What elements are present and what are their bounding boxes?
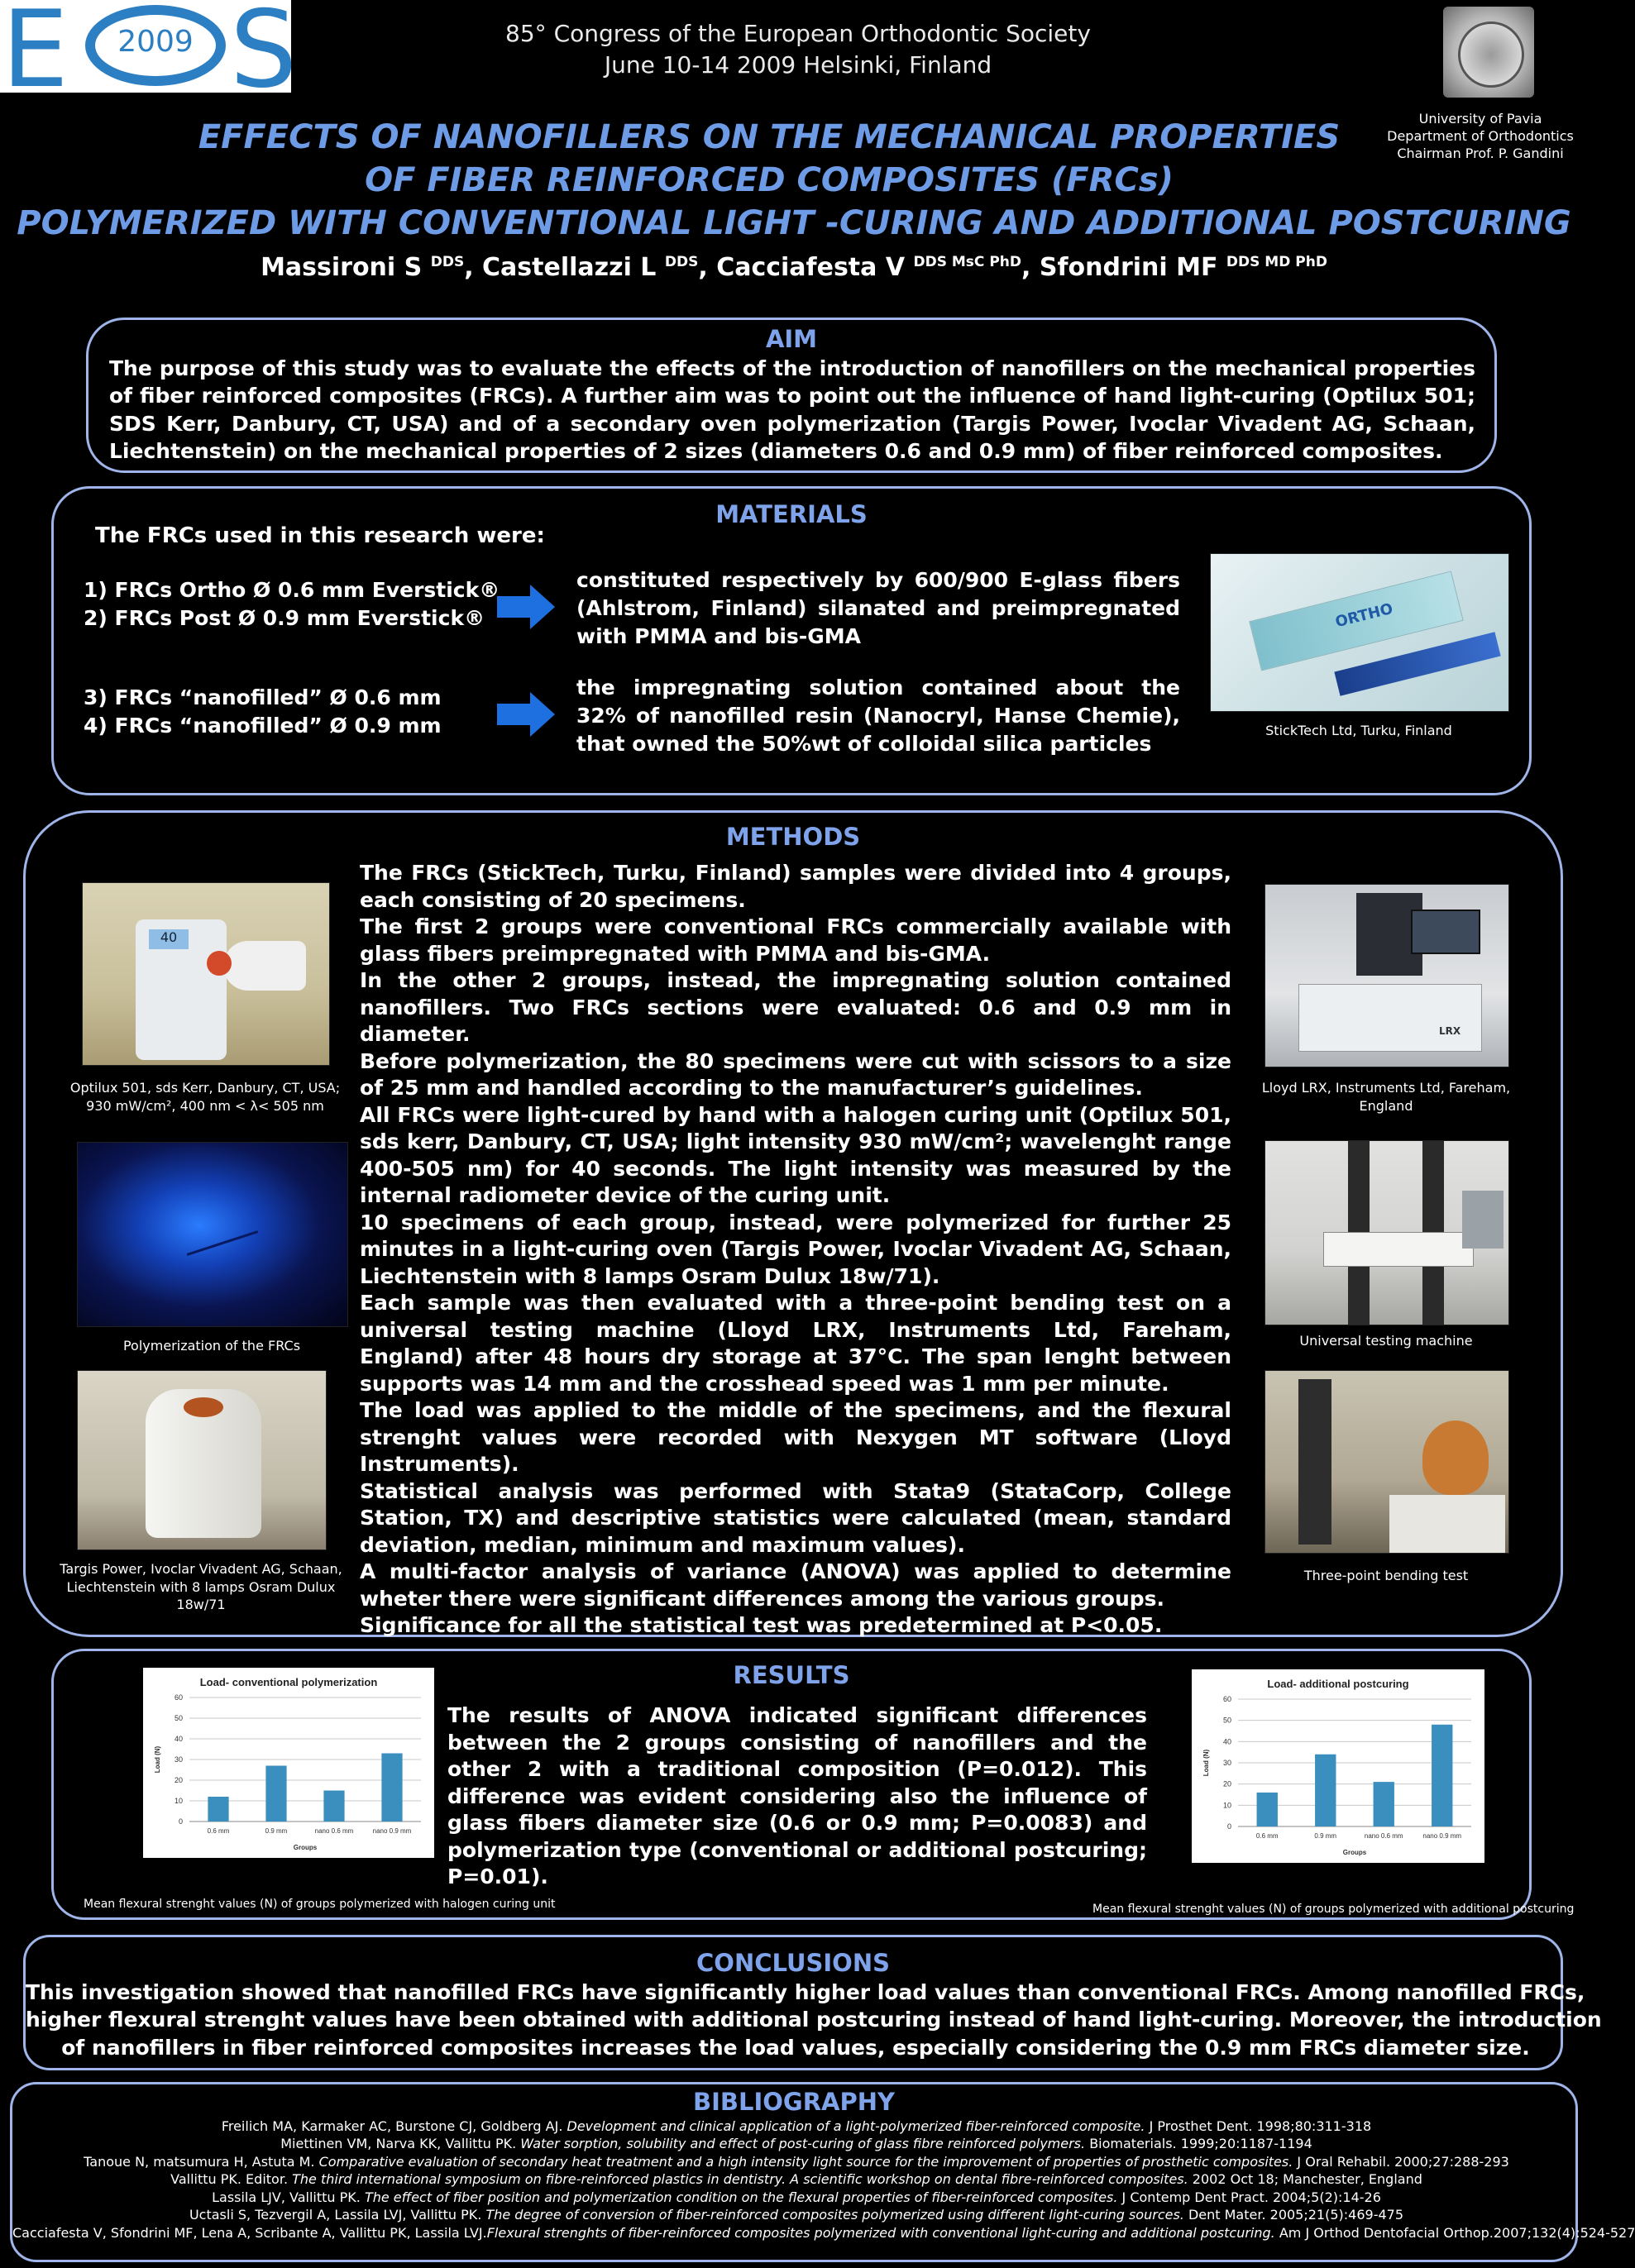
- y-tick-label: 60: [1222, 1695, 1231, 1703]
- title-line-3: POLYMERIZED WITH CONVENTIONAL LIGHT -CURING AND ADDITIONAL POSTCURING: [17, 204, 1571, 242]
- bib-source: Am J Orthod Dentofacial Orthop.2007;132(4):524-527: [1274, 2224, 1635, 2241]
- materials-heading: MATERIALS: [715, 500, 868, 528]
- arrow-right-icon: [497, 692, 555, 737]
- y-tick-label: 10: [174, 1797, 183, 1805]
- title-line-1: EFFECTS OF NANOFILLERS ON THE MECHANICAL PROPERTIES: [198, 118, 1341, 156]
- bar: [1257, 1793, 1278, 1826]
- lloyd-lrx-caption: Lloyd LRX, Instruments Ltd, Fareham, England: [1261, 1080, 1511, 1114]
- results-section: [51, 1649, 1575, 1920]
- oven-photo: [77, 1370, 327, 1550]
- y-tick-label: 0: [178, 1817, 183, 1826]
- conclusions-line: higher flexural strenght values have been obtained with additional postcuring instead of hand light-curing. Moreover, the introduction: [26, 2008, 1602, 2032]
- y-tick-label: 30: [1222, 1759, 1231, 1767]
- y-axis-label: Load (N): [1202, 1749, 1210, 1777]
- x-tick-label: nano 0.9 mm: [1422, 1832, 1462, 1840]
- stick-tech-product-photo: [1210, 553, 1509, 712]
- curing-unit-caption: Optilux 501, sds Kerr, Danbury, CT, USA; 930 mW/cm², 400 nm < λ< 505 nm: [69, 1080, 341, 1114]
- bibliography-entry: [12, 2118, 1580, 2135]
- title-line-2: OF FIBER REINFORCED COMPOSITES (FRCs): [365, 161, 1174, 199]
- y-axis-label: Load (N): [154, 1745, 161, 1774]
- author-list: Massironi S $^{DDS}$, Castellazzi L $^{DDS}$, Cacciafesta V $^{DDS MsC PhD}$, Sfondrini MF $^{DDS MD PhD}$: [261, 253, 1327, 282]
- bending-test-photo: [1264, 1370, 1509, 1554]
- bib-title: Flexural strenghts of fiber-reinforced composites polymerized with conventional light-curing and additional postcuring.: [486, 2224, 1275, 2241]
- methods-paragraph: In the other 2 groups, instead, the impregnating solution contained nanofillers. Two FRCs sections were evaluated: 0.6 and 0.9 mm in diameter.: [360, 968, 1231, 1046]
- bibliography-entry: [12, 2206, 1580, 2223]
- y-tick-label: 50: [174, 1714, 183, 1722]
- bib-source: J Prosthet Dent. 1998;80:311-318: [1145, 2118, 1372, 2134]
- results-heading: RESULTS: [733, 1661, 850, 1689]
- chart-additional-postcuring: [1192, 1669, 1484, 1863]
- bibliography-section: [10, 2082, 1635, 2262]
- x-tick-label: nano 0.9 mm: [372, 1827, 412, 1835]
- bar: [208, 1797, 228, 1822]
- y-tick-label: 30: [174, 1755, 183, 1764]
- frc-item: 4) FRCs “nanofilled” Ø 0.9 mm: [84, 713, 442, 738]
- author-degree: DDS: [664, 254, 699, 270]
- results-text: The results of ANOVA indicated significant differences between the 2 groups consisting of nanofillers and the other 2 with a traditional composition (P=0.012). This difference was evident considering also the influence of glass fibers diameter size (0.6 or 0.9 mm; P=0.0083) and polymerization type (conventional or additional postcuring; P=0.01).: [447, 1703, 1147, 1888]
- university-name: University of Pavia: [1418, 111, 1542, 127]
- bib-source: J Oral Rehabil. 2000;27:288-293: [1293, 2153, 1509, 2170]
- testing-machine-photo: [1264, 1140, 1509, 1325]
- package-label: ORTHO: [1333, 599, 1395, 632]
- y-tick-label: 60: [174, 1693, 183, 1702]
- bar: [381, 1754, 402, 1822]
- conclusions-line: of nanofillers in fiber reinforced composites increases the load values, especially considering the 0.9 mm FRCs diameter size.: [61, 2035, 1530, 2060]
- congress-heading: [430, 18, 1166, 81]
- bib-title: Comparative evaluation of secondary heat treatment and a high intensity light source for the improvement of properties of prosthetic composites.: [318, 2153, 1293, 2170]
- methods-paragraph: The FRCs (StickTech, Turku, Finland) samples were divided into 4 groups, each consisting of 20 specimens.: [360, 861, 1231, 912]
- bib-authors: Tanoue N, matsumura H, Astuta M.: [84, 2153, 319, 2170]
- bending-test-caption: Three-point bending test: [1303, 1568, 1469, 1583]
- methods-heading: METHODS: [725, 823, 861, 851]
- bib-authors: Cacciafesta V, Sfondrini MF, Lena A, Scribante A, Vallittu PK, Lassila LVJ.: [12, 2224, 487, 2241]
- frc-item: 1) FRCs Ortho Ø 0.6 mm Everstick®: [84, 578, 500, 602]
- bar: [1315, 1755, 1336, 1826]
- congress-line-2: June 10-14 2009 Helsinki, Finland: [604, 50, 992, 79]
- aim-section: [86, 318, 1497, 473]
- y-tick-label: 50: [1222, 1716, 1231, 1725]
- congress-line-1: 85° Congress of the European Orthodontic Society: [505, 20, 1091, 47]
- frc-description-a: constituted respectively by 600/900 E-glass fibers (Ahlstrom, Finland) silanated and preimpregnated with PMMA and bis-GMA: [576, 568, 1180, 648]
- logo-text: 2009: [117, 25, 194, 59]
- methods-text: [360, 860, 1231, 1640]
- chart-left-caption: Mean flexural strenght values (N) of groups polymerized with halogen curing unit: [84, 1898, 556, 1911]
- methods-paragraph: A multi-factor analysis of variance (ANOVA) was applied to determine wheter there were significant differences among the various groups.: [360, 1559, 1231, 1611]
- author-name: Sfondrini MF: [1039, 253, 1218, 282]
- frc-list-group-b: [84, 684, 442, 740]
- x-tick-label: nano 0.6 mm: [1364, 1832, 1403, 1840]
- polymerization-caption: Polymerization of the FRCs: [122, 1338, 301, 1354]
- x-tick-label: 0.9 mm: [265, 1827, 288, 1835]
- bib-source: 2002 Oct 18; Manchester, England: [1188, 2171, 1422, 2188]
- bib-authors: Uctasli S, Tezvergil A, Lassila LVJ, Vallittu PK.: [189, 2207, 486, 2223]
- bib-authors: Miettinen VM, Narva KK, Vallittu PK.: [280, 2136, 521, 2152]
- chart-conventional-polymerization: [143, 1668, 434, 1858]
- bib-source: J Contemp Dent Pract. 2004;5(2):14-26: [1117, 2189, 1381, 2205]
- bibliography-entry: [12, 2170, 1580, 2188]
- eos-logo: E 2009 S: [2, 0, 298, 112]
- y-tick-label: 20: [1222, 1779, 1231, 1788]
- university-seal-icon: [1443, 7, 1534, 98]
- x-axis-label: Groups: [293, 1844, 318, 1851]
- testing-machine-caption: Universal testing machine: [1299, 1333, 1473, 1349]
- bibliography-entry: [12, 2224, 1635, 2242]
- chairman-name: Chairman Prof. P. Gandini: [1397, 145, 1564, 161]
- author-name: Castellazzi L: [482, 253, 657, 282]
- bib-title: Development and clinical application of a light-polymerized fiber-reinforced composite.: [567, 2118, 1145, 2134]
- aim-text: The purpose of this study was to evaluate the effects of the introduction of nanofillers on the mechanical properties of fiber reinforced composites (FRCs). A further aim was to point out the influence of hand light-curing (Optilux 501; SDS Kerr, Danbury, CT, USA) and of a secondary oven polymerization (Targis Power, Ivoclar Vivadent AG, Schaan, Liechtenstein) on the mechanical properties of 2 sizes (diameters 0.6 and 0.9 mm) of fiber reinforced composites.: [109, 356, 1475, 463]
- conclusions-line: This investigation showed that nanofilled FRCs have significantly higher load values than conventional FRCs. Among nanofilled FRCs,: [26, 1980, 1585, 2004]
- author-name: Cacciafesta V: [716, 253, 906, 282]
- bib-authors: Freilich MA, Karmaker AC, Burstone CJ, Goldberg AJ.: [221, 2118, 567, 2134]
- methods-paragraph: The first 2 groups were conventional FRCs commercially available with glass fibers preimpregnated with PMMA and bis-GMA.: [360, 914, 1231, 966]
- author-degree: DDS: [430, 254, 465, 270]
- polymerization-photo: [77, 1142, 348, 1327]
- device-display: 40: [149, 929, 189, 949]
- y-tick-label: 10: [1222, 1801, 1231, 1810]
- author-degree: DDS MD PhD: [1226, 254, 1327, 270]
- aim-heading: AIM: [765, 325, 818, 353]
- bar: [323, 1791, 344, 1822]
- oven-caption: Targis Power, Ivoclar Vivadent AG, Schaan, Liechtenstein with 8 lamps Osram Dulux 18w/71: [60, 1561, 342, 1613]
- conclusions-text: [26, 1979, 1602, 2061]
- bibliography-entry: [12, 2135, 1580, 2152]
- frc-item: 2) FRCs Post Ø 0.9 mm Everstick®: [84, 605, 485, 630]
- department-name: Department of Orthodontics: [1387, 127, 1574, 144]
- bibliography-list: [12, 2118, 1635, 2242]
- machine-label: LRX: [1439, 1025, 1461, 1037]
- bib-title: The third international symposium on fibre-reinforced plastics in dentistry. A scientific workshop on dental fibre-reinforced composites.: [292, 2171, 1188, 2188]
- poster-title: [0, 116, 1588, 245]
- author-degree: DDS MsC PhD: [913, 254, 1021, 270]
- y-tick-label: 40: [1222, 1737, 1231, 1746]
- chart-title: Load- conventional polymerization: [199, 1676, 378, 1688]
- chart-right-caption: Mean flexural strenght values (N) of groups polymerized with additional postcuring: [1092, 1903, 1575, 1916]
- y-tick-label: 20: [174, 1776, 183, 1784]
- product-photo-caption: StickTech Ltd, Turku, Finland: [1265, 723, 1452, 738]
- author-name: Massironi S: [261, 253, 423, 282]
- lloyd-lrx-photo: [1264, 884, 1509, 1067]
- methods-paragraph: Each sample was then evaluated with a three-point bending test on a universal testing machine (Lloyd LRX, Instruments Ltd, Fareham, England) after 48 hours dry storage at 37°C. The span lenght between supports was 14 mm and the crosshead speed was 1 mm per minute.: [360, 1291, 1231, 1396]
- methods-paragraph: Before polymerization, the 80 specimens were cut with scissors to a size of 25 mm and handled according to the manufacturer’s guidelines.: [360, 1048, 1231, 1100]
- x-tick-label: nano 0.6 mm: [314, 1827, 354, 1835]
- chart-title: Load- additional postcuring: [1267, 1678, 1409, 1690]
- y-tick-label: 40: [174, 1735, 183, 1743]
- bib-title: The degree of conversion of fiber-reinforced composites polymerized using different light-curing sources.: [485, 2207, 1184, 2223]
- bar: [1374, 1782, 1394, 1826]
- methods-paragraph: Significance for all the statistical test was predetermined at P<0.05.: [360, 1613, 1163, 1637]
- frc-description-b: the impregnating solution contained about the 32% of nanofilled resin (Nanocryl, Hanse Chemie), that owned the 50%wt of colloidal silica particles: [576, 676, 1180, 756]
- curing-unit-photo: [82, 882, 330, 1066]
- methods-paragraph: The load was applied to the middle of the specimens, and the flexural strenght values were recorded with Nexygen MT software (Lloyd Instruments).: [360, 1398, 1231, 1476]
- x-tick-label: 0.9 mm: [1314, 1832, 1337, 1840]
- frc-list-group-a: [84, 576, 500, 633]
- bar: [265, 1766, 286, 1822]
- bib-authors: Lassila LJV, Vallittu PK.: [212, 2189, 365, 2205]
- bib-source: Biomaterials. 1999;20:1187-1194: [1085, 2136, 1312, 2152]
- bib-title: The effect of fiber position and polymerization condition on the flexural properties of fiber-reinforced composites.: [364, 2189, 1118, 2205]
- x-tick-label: 0.6 mm: [207, 1827, 230, 1835]
- conclusions-section: [23, 1935, 1602, 2070]
- methods-paragraph: Statistical analysis was performed with Stata9 (StataCorp, College Station, TX) and descriptive statistics were calculated (mean, standard deviation, median, minimum and maximum values).: [360, 1478, 1231, 1557]
- bib-source: Dent Mater. 2005;21(5):469-475: [1183, 2207, 1404, 2223]
- materials-intro: The FRCs used in this research were:: [95, 523, 545, 548]
- bibliography-heading: BIBLIOGRAPHY: [692, 2088, 896, 2116]
- x-axis-label: Groups: [1342, 1849, 1367, 1856]
- frc-item: 3) FRCs “nanofilled” Ø 0.6 mm: [84, 685, 442, 709]
- methods-paragraph: 10 specimens of each group, instead, were polymerized for further 25 minutes in a light-curing oven (Targis Power, Ivoclar Vivadent AG, Schaan, Liechtenstein with 8 lamps Osram Dulux 18w/71).: [360, 1210, 1231, 1288]
- conclusions-heading: CONCLUSIONS: [696, 1949, 890, 1977]
- bar: [1432, 1725, 1452, 1826]
- methods-section: [23, 810, 1563, 1637]
- bibliography-entry: [12, 2189, 1580, 2206]
- y-tick-label: 0: [1226, 1822, 1231, 1831]
- materials-section: [51, 486, 1532, 795]
- bibliography-entry: [12, 2153, 1580, 2170]
- bib-authors: Vallittu PK. Editor.: [170, 2171, 293, 2188]
- x-tick-label: 0.6 mm: [1255, 1832, 1279, 1840]
- methods-paragraph: All FRCs were light-cured by hand with a halogen curing unit (Optilux 501, sds kerr, Danbury, CT, USA; light intensity 930 mW/cm²; wavelenght range 400-505 nm) for 40 seconds. The light intensity was measured by the internal radiometer device of the curing unit.: [360, 1102, 1231, 1207]
- bib-title: Water sorption, solubility and effect of post-curing of glass fibre reinforced polymers.: [520, 2136, 1086, 2152]
- arrow-right-icon: [497, 585, 555, 629]
